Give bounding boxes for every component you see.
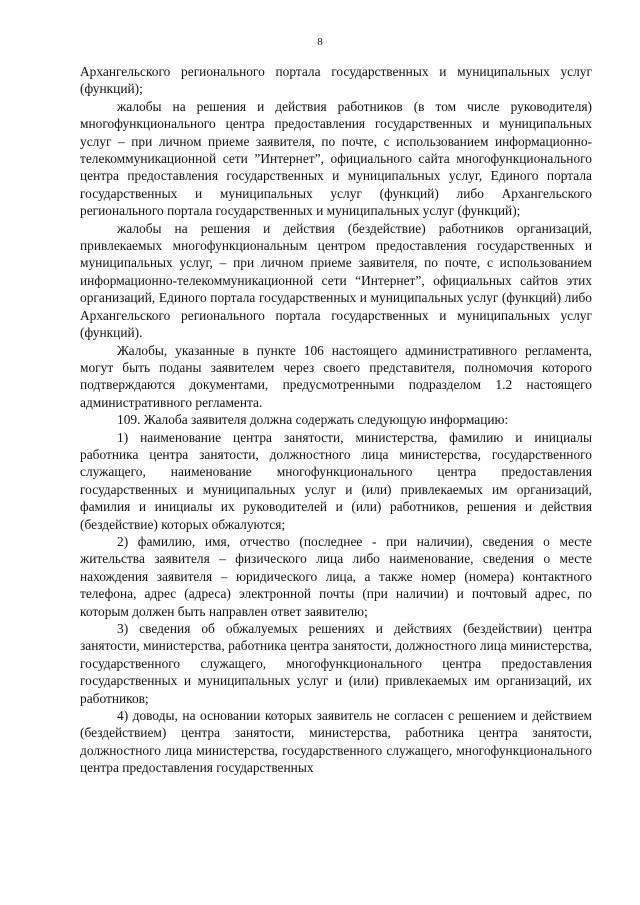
page-number: 8 <box>317 36 323 48</box>
paragraph: жалобы на решения и действия работников (в том числе руководителя) многофункционального центра предоставления государственных и муниципальных услуг – при личном приеме заявителя, по почте, с использованием информационно-телекоммуникационной сети ”Интернет”, официального сайта многофункционального центра предоставления государственных и муниципальных услуг, Единого портала государственных и муниципальных услуг (функций) либо Архангельского регионального портала государственных и муниципальных услуг (функций); <box>80 98 592 219</box>
paragraph: жалобы на решения и действия (бездействие) работников организаций, привлекаемых многофункциональным центром предоставления государственных и муниципальных услуг, – при личном приеме заявителя, по почте, с использованием информационно-телекоммуникационной сети “Интернет”, официальных сайтов этих организаций, Единого портала государственных и муниципальных услуг (функций) либо Архангельского регионального портала государственных и муниципальных услуг (функций). <box>80 220 592 341</box>
paragraph: 3) сведения об обжалуемых решениях и действиях (бездействии) центра занятости, министерства, работника центра занятости, должностного лица министерства, государственного служащего, многофункционального центра предоставления государственных и муниципальных услуг и (или) привлекаемых им организаций, их работников; <box>80 621 592 706</box>
paragraph: 1) наименование центра занятости, министерства, фамилию и инициалы работника центра занятости, должностного лица министерства, государственного служащего, наименование многофункционального центра предоставления государственных и муниципальных услуг и (или) привлекаемых им организаций, фамилия и инициалы их руководителей и (или) работников, решения и действия (бездействие) которых обжалуются; <box>80 429 592 532</box>
document-body <box>80 63 592 777</box>
paragraph: Жалобы, указанные в пункте 106 настоящего административного регламента, могут быть поданы заявителем через своего представителя, полномочия которого подтверждаются документами, предусмотренными подразделом 1.2 настоящего административного регламента. <box>80 342 592 410</box>
paragraph: Архангельского регионального портала государственных и муниципальных услуг (функций); <box>80 64 592 97</box>
paragraph: 109. Жалоба заявителя должна содержать следующую информацию: <box>117 412 509 428</box>
paragraph: 2) фамилию, имя, отчество (последнее - при наличии), сведения о месте жительства заявителя – физического лица либо наименование, сведения о месте нахождения заявителя – юридического лица, а также номер (номера) контактного телефона, адрес (адреса) электронной почты (при наличии) и почтовый адрес, по которым должен быть направлен ответ заявителю; <box>80 533 592 619</box>
paragraph: 4) доводы, на основании которых заявитель не согласен с решением и действием (бездействием) центра занятости, министерства, работника центра занятости, должностного лица министерства, государственного служащего, многофункционального центра предоставления государственных <box>80 708 592 776</box>
